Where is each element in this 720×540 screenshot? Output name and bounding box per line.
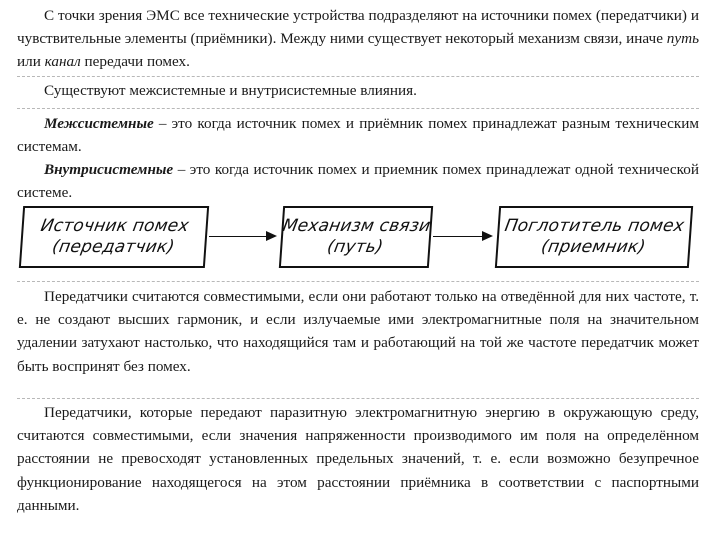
term-intersystem: Межсистемные [44, 115, 154, 132]
receiver-block [495, 206, 693, 268]
paragraph-intersystem [17, 112, 699, 158]
coupling-block [279, 206, 433, 268]
separator-rule [17, 76, 699, 77]
separator-rule [17, 398, 699, 399]
definition-intersystem: – это когда источник помех и приёмник помех принадлежат разным техническим системам. [17, 115, 699, 156]
intro-emphasis-path: путь [666, 30, 699, 48]
intro-text-a: С точки зрения ЭМС все технические устройства подразделяют на источники помех (передатчики) и чувствительные элементы (приёмники). Между ними существует некоторый механизм связи, иначе [17, 7, 699, 48]
receiver-sublabel: (приемник) [539, 237, 648, 257]
coupling-sublabel: (путь) [325, 237, 385, 257]
coupling-label: Механизм связи [281, 216, 433, 236]
paragraph-intrasystem [17, 158, 699, 204]
intro-text-c: передачи помех. [80, 53, 190, 71]
arrow-coupling-to-receiver [433, 236, 491, 237]
separator-rule [17, 108, 699, 109]
source-sublabel: (передатчик) [50, 237, 177, 257]
arrow-source-to-coupling [209, 236, 275, 237]
source-label: Источник помех [39, 216, 191, 236]
source-block [19, 206, 209, 268]
emc-block-diagram [19, 206, 695, 272]
paragraph-parasitic-energy: Передатчики, которые передают паразитную электромагнитную энергию в окружающую среду, считаются совместимыми, если значения напряженности производимого им поля на определённом расстоянии не превосходят установленных предельных значений, т. е. если возможно безупречное функционирование находящегося на этом расстоянии приёмника в соответствии с паспортными данными. [17, 404, 699, 514]
paragraph-transmitter-compatibility: Передатчики считаются совместимыми, если они работают только на отведённой для них частоте, т. е. не создают высших гармоник, и если излучаемые ими электромагнитные поля на значительном удалении затухают настолько, что находящийся там и работающий на той же частоте передатчик может быть воспринят без помех. [17, 288, 699, 375]
term-intrasystem: Внутрисистемные [44, 161, 174, 178]
paragraph-influences: Существуют межсистемные и внутрисистемные влияния. [44, 82, 417, 99]
separator-rule [17, 281, 699, 282]
definition-intrasystem: – это когда источник помех и приемник помех принадлежат одной технической системе. [17, 161, 699, 202]
intro-text-b: или [17, 53, 45, 71]
paragraph-intro [17, 4, 699, 74]
intro-emphasis-channel: канал [44, 53, 81, 71]
receiver-label: Поглотитель помех [503, 216, 687, 236]
